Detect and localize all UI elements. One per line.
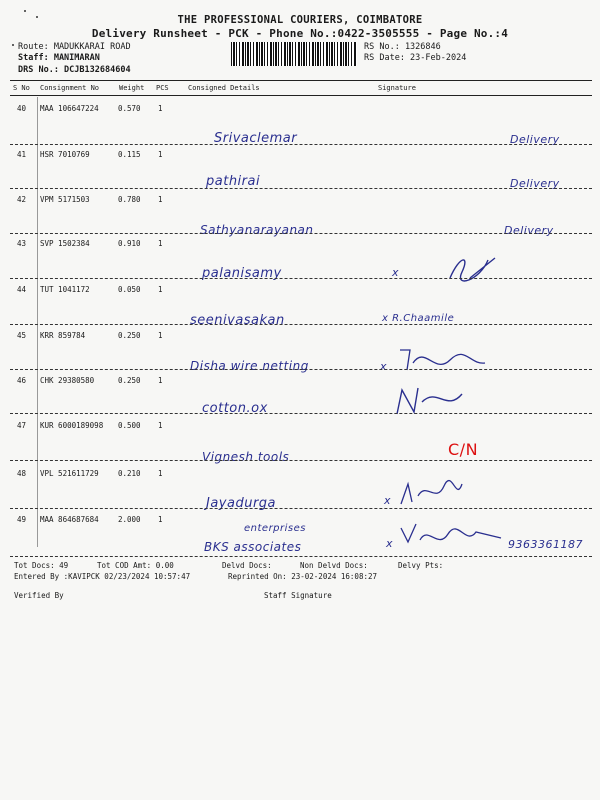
row-pcs: 1 — [158, 285, 163, 294]
company-title: THE PROFESSIONAL COURIERS, COIMBATORE — [177, 14, 423, 26]
row-separator — [10, 278, 592, 279]
runsheet-subtitle: Delivery Runsheet - PCK - Phone No.:0422-3505555 - Page No.:4 — [91, 27, 509, 40]
row-consignment: SVP 1502384 — [40, 239, 90, 248]
signature-handwritten: Delivery — [504, 224, 554, 237]
row-separator — [10, 460, 592, 461]
consignee-handwritten: Disha wire netting — [190, 359, 309, 373]
row-separator — [10, 233, 592, 234]
signature-scribble — [396, 476, 466, 508]
row-separator — [10, 556, 592, 557]
row-consignment: CHK 29380580 — [40, 376, 95, 385]
row-weight: 0.115 — [118, 150, 141, 159]
signature-handwritten: x — [380, 360, 388, 373]
signature-handwritten: Delivery — [510, 177, 560, 190]
non-delvd-docs: Non Delvd Docs: — [300, 561, 368, 570]
signature-handwritten: x — [392, 266, 400, 279]
verified-by: Verified By — [14, 591, 64, 600]
row-consignment: MAA 864687684 — [40, 515, 99, 524]
row-sno: 40 — [17, 104, 27, 113]
row-separator — [10, 324, 592, 325]
row-sno: 46 — [17, 376, 27, 385]
reprinted-on: Reprinted On: 23-02-2024 16:08:27 — [228, 572, 378, 581]
col-sno: S No — [13, 84, 30, 92]
col-signature: Signature — [378, 84, 416, 92]
col-weight: Weight — [119, 84, 145, 92]
signature-scribble — [396, 520, 506, 552]
row-consignment: MAA 106647224 — [40, 104, 99, 113]
row-pcs: 1 — [158, 104, 163, 113]
col-consignment: Consignment No — [40, 84, 100, 92]
row-consignment: VPM 5171503 — [40, 195, 90, 204]
row-weight: 2.000 — [118, 515, 141, 524]
staff-label: Staff: MANIMARAN — [18, 53, 100, 63]
row-separator — [10, 188, 592, 189]
rs-no-label: RS No.: 1326846 — [364, 42, 441, 52]
phone-note: 9363361187 — [508, 538, 583, 551]
header-rule-top — [10, 80, 592, 81]
row-weight: 0.910 — [118, 239, 141, 248]
delvd-docs: Delvd Docs: — [222, 561, 272, 570]
signature-handwritten: x — [384, 494, 392, 507]
row-weight: 0.250 — [118, 376, 141, 385]
staff-signature: Staff Signature — [264, 591, 332, 600]
row-weight: 0.250 — [118, 331, 141, 340]
signature-scribble — [392, 382, 467, 420]
row-consignment: HSR 7010769 — [40, 150, 90, 159]
row-sno: 41 — [17, 150, 27, 159]
row-weight: 0.050 — [118, 285, 141, 294]
column-divider — [37, 97, 38, 547]
row-weight: 0.570 — [118, 104, 141, 113]
row-pcs: 1 — [158, 239, 163, 248]
tot-docs: Tot Docs: 49 — [14, 561, 69, 570]
consignee-handwritten: Jayadurga — [206, 496, 277, 511]
consignee-handwritten: palanisamy — [202, 266, 282, 281]
row-sno: 42 — [17, 195, 27, 204]
row-consignment: KRR 859784 — [40, 331, 86, 340]
signature-handwritten: x — [386, 537, 394, 550]
row-weight: 0.210 — [118, 469, 141, 478]
row-sno: 48 — [17, 469, 27, 478]
row-pcs: 1 — [158, 469, 163, 478]
rs-date-label: RS Date: 23-Feb-2024 — [364, 53, 467, 63]
route-label: Route: MADUKKARAI ROAD — [18, 42, 131, 52]
row-consignment: TUT 1041172 — [40, 285, 90, 294]
enterprises-note: enterprises — [244, 523, 306, 534]
consignee-handwritten: Srivaclemar — [214, 131, 298, 146]
row-weight: 0.780 — [118, 195, 141, 204]
consignee-handwritten: BKS associates — [204, 540, 302, 554]
row-pcs: 1 — [158, 376, 163, 385]
signature-handwritten: C/N — [448, 440, 479, 459]
row-separator — [10, 369, 592, 370]
drs-label: DRS No.: DCJB132684604 — [18, 65, 131, 75]
row-pcs: 1 — [158, 195, 163, 204]
row-sno: 49 — [17, 515, 27, 524]
row-pcs: 1 — [158, 331, 163, 340]
row-separator — [10, 144, 592, 145]
scan-speck — [12, 44, 14, 46]
delvy-pts: Delvy Pts: — [398, 561, 444, 570]
consignee-handwritten: Sathyanarayanan — [200, 223, 314, 237]
row-pcs: 1 — [158, 150, 163, 159]
row-pcs: 1 — [158, 421, 163, 430]
row-sno: 43 — [17, 239, 27, 248]
scan-speck — [24, 10, 26, 12]
header-rule-bottom — [10, 95, 592, 96]
row-separator — [10, 508, 592, 509]
col-consigned: Consigned Details — [188, 84, 260, 92]
row-weight: 0.500 — [118, 421, 141, 430]
row-separator — [10, 413, 592, 414]
consignee-handwritten: pathirai — [206, 174, 261, 189]
entered-by: Entered By :KAVIPCK 02/23/2024 10:57:47 — [14, 572, 191, 581]
row-consignment: KUR 6000189098 — [40, 421, 104, 430]
col-pcs: PCS — [156, 84, 169, 92]
signature-scribble — [395, 345, 490, 375]
row-sno: 44 — [17, 285, 27, 294]
signature-handwritten: x R.Chaamile — [382, 313, 455, 324]
barcode — [231, 42, 357, 66]
consignee-handwritten: cotton.ox — [202, 401, 268, 416]
row-sno: 47 — [17, 421, 27, 430]
signature-handwritten: Delivery — [510, 133, 560, 146]
row-consignment: VPL 521611729 — [40, 469, 99, 478]
consignee-handwritten: seenivasakan — [190, 313, 285, 328]
row-pcs: 1 — [158, 515, 163, 524]
tot-cod-amt: Tot COD Amt: 0.00 — [97, 561, 174, 570]
row-sno: 45 — [17, 331, 27, 340]
consignee-handwritten: Vignesh tools — [202, 450, 290, 464]
signature-scribble — [440, 250, 500, 290]
